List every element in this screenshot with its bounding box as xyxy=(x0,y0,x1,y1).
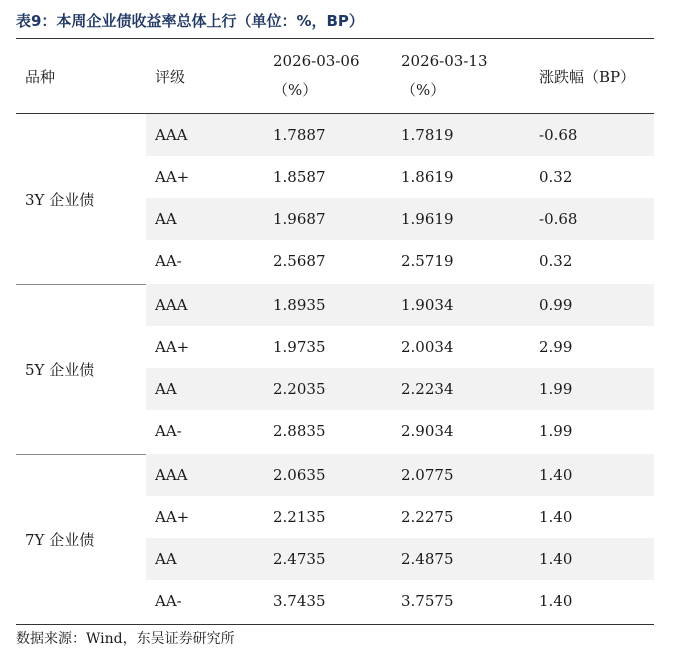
rating-cell: AA+ xyxy=(155,508,190,526)
yield-prev-cell: 2.2035 xyxy=(273,380,326,398)
change-cell: -0.68 xyxy=(539,126,578,144)
table-row xyxy=(146,538,654,580)
group-7y xyxy=(16,454,654,624)
yield-curr-cell: 2.9034 xyxy=(401,422,454,440)
change-cell: 1.99 xyxy=(539,422,573,440)
table-row xyxy=(146,580,654,622)
yield-prev-cell: 3.7435 xyxy=(273,592,326,610)
group-3y xyxy=(16,114,654,284)
yield-prev-cell: 2.0635 xyxy=(273,466,326,484)
rating-cell: AA- xyxy=(155,252,182,270)
header-date-2-value: 2026-03-13 xyxy=(401,52,488,70)
table-title: 表9：本周企业债收益率总体上行（单位：%，BP） xyxy=(16,12,364,30)
yield-prev-cell: 1.9735 xyxy=(273,338,326,356)
group-label: 7Y 企业债 xyxy=(25,530,95,549)
yield-curr-cell: 1.9034 xyxy=(401,296,454,314)
yield-prev-cell: 2.2135 xyxy=(273,508,326,526)
yield-prev-cell: 1.8935 xyxy=(273,296,326,314)
header-date-1-unit: （%） xyxy=(273,81,318,99)
table-row xyxy=(146,156,654,198)
rating-cell: AA xyxy=(155,380,177,398)
yield-prev-cell: 1.9687 xyxy=(273,210,326,228)
rating-cell: AA xyxy=(155,210,177,228)
yield-curr-cell: 2.2275 xyxy=(401,508,454,526)
yield-curr-cell: 2.4875 xyxy=(401,550,454,568)
table-row xyxy=(146,326,654,368)
change-cell: 1.40 xyxy=(539,466,573,484)
rating-cell: AAA xyxy=(155,466,188,484)
header-variety: 品种 xyxy=(25,67,56,86)
header-date-2-unit: （%） xyxy=(401,81,446,99)
change-cell: 1.99 xyxy=(539,380,573,398)
change-cell: 2.99 xyxy=(539,338,573,356)
table-row xyxy=(146,454,654,496)
yield-prev-cell: 1.7887 xyxy=(273,126,326,144)
rating-cell: AA+ xyxy=(155,338,190,356)
yield-curr-cell: 1.9619 xyxy=(401,210,454,228)
rating-cell: AAA xyxy=(155,126,188,144)
header-date-2 xyxy=(401,39,487,113)
header-date-1-value: 2026-03-06 xyxy=(273,52,360,70)
yield-curr-cell: 2.0775 xyxy=(401,466,454,484)
yield-curr-cell: 2.5719 xyxy=(401,252,454,270)
yield-prev-cell: 2.5687 xyxy=(273,252,326,270)
change-cell: 0.32 xyxy=(539,252,573,270)
table-row xyxy=(146,368,654,410)
change-cell: 1.40 xyxy=(539,592,573,610)
table-header xyxy=(16,39,654,113)
data-source-note: 数据来源：Wind，东吴证券研究所 xyxy=(16,631,235,647)
yield-curr-cell: 2.2234 xyxy=(401,380,454,398)
table-row xyxy=(146,284,654,326)
table-row xyxy=(146,114,654,156)
change-cell: 1.40 xyxy=(539,550,573,568)
change-cell: 0.32 xyxy=(539,168,573,186)
table-row xyxy=(146,198,654,240)
group-label: 5Y 企业债 xyxy=(25,360,95,379)
yield-prev-cell: 2.4735 xyxy=(273,550,326,568)
change-cell: 0.99 xyxy=(539,296,573,314)
bottom-rule xyxy=(16,624,654,625)
header-change: 涨跌幅（BP） xyxy=(539,67,636,86)
yield-prev-cell: 1.8587 xyxy=(273,168,326,186)
rating-cell: AA- xyxy=(155,592,182,610)
table-row xyxy=(146,496,654,538)
rating-cell: AAA xyxy=(155,296,188,314)
rating-cell: AA+ xyxy=(155,168,190,186)
table-row xyxy=(146,410,654,452)
yield-curr-cell: 1.8619 xyxy=(401,168,454,186)
change-cell: 1.40 xyxy=(539,508,573,526)
group-5y xyxy=(16,284,654,454)
table-row xyxy=(146,240,654,282)
yield-curr-cell: 2.0034 xyxy=(401,338,454,356)
rating-cell: AA xyxy=(155,550,177,568)
group-label: 3Y 企业债 xyxy=(25,190,95,209)
change-cell: -0.68 xyxy=(539,210,578,228)
header-rating: 评级 xyxy=(155,67,186,86)
yield-prev-cell: 2.8835 xyxy=(273,422,326,440)
yield-curr-cell: 3.7575 xyxy=(401,592,454,610)
header-date-1 xyxy=(273,39,359,113)
yield-curr-cell: 1.7819 xyxy=(401,126,454,144)
rating-cell: AA- xyxy=(155,422,182,440)
